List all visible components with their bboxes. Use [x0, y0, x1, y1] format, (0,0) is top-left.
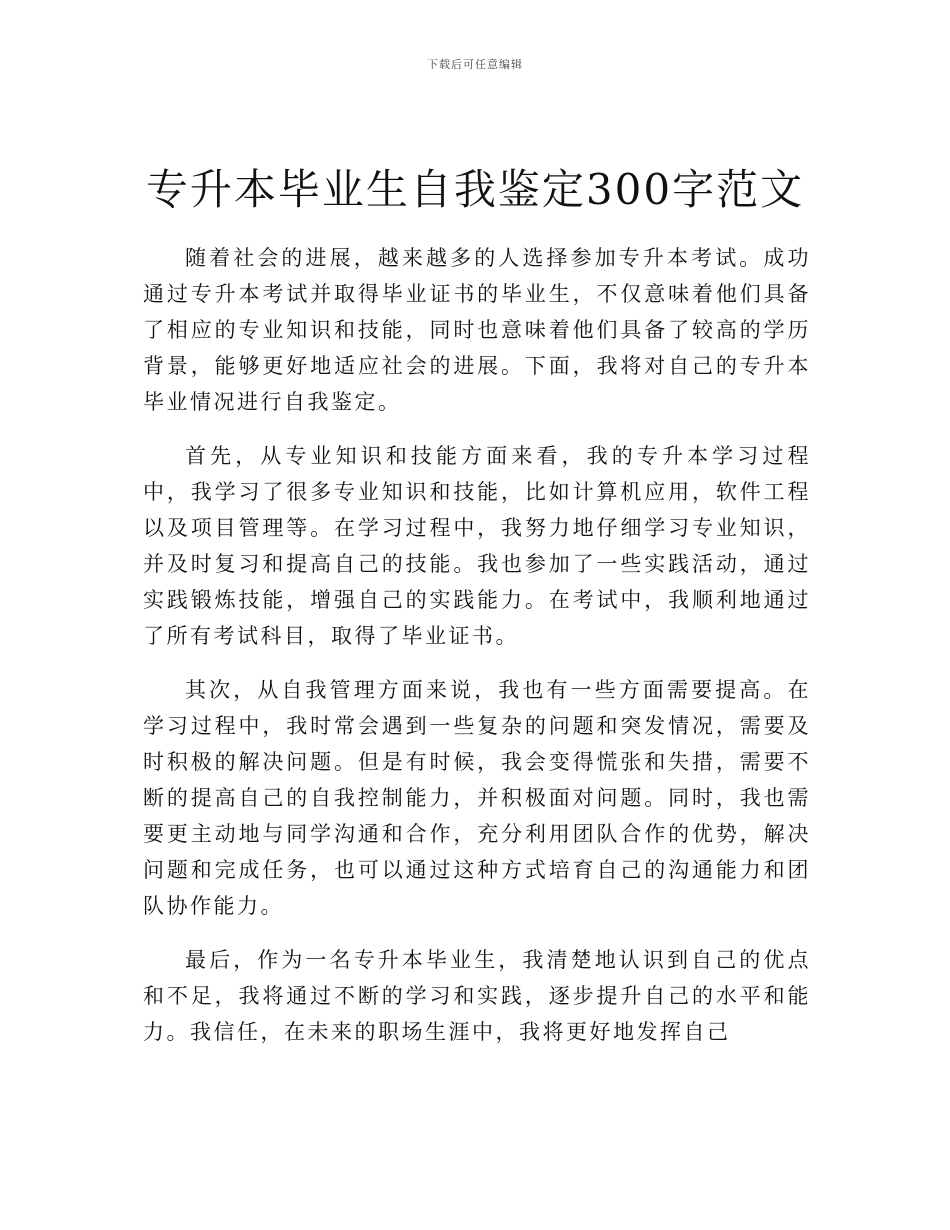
paragraph-self-management: 其次，从自我管理方面来说，我也有一些方面需要提高。在学习过程中，我时常会遇到一些复杂的问题和突发情况，需要及时积极的解决问题。但是有时候，我会变得慌张和失措，需要不断的提高自己的自我控制能力，并积极面对问题。同时，我也需要更主动地与同学沟通和合作，充分利用团队合作的优势，解决问题和完成任务，也可以通过这种方式培育自己的沟通能力和团队协作能力。 — [143, 678, 811, 918]
document-title: 专升本毕业生自我鉴定300字范文 — [145, 165, 805, 214]
paragraph-conclusion: 最后，作为一名专升本毕业生，我清楚地认识到自己的优点和不足，我将通过不断的学习和实践，逐步提升自己的水平和能力。我信任，在未来的职场生涯中，我将更好地发挥自己 — [143, 948, 811, 1044]
page-header-note: 下载后可任意编辑 — [427, 58, 523, 71]
paragraph-professional-skills: 首先，从专业知识和技能方面来看，我的专升本学习过程中，我学习了很多专业知识和技能，比如计算机应用，软件工程以及项目管理等。在学习过程中，我努力地仔细学习专业知识，并及时复习和提高自己的技能。我也参加了一些实践活动，通过实践锻炼技能，增强自己的实践能力。在考试中，我顺利地通过了所有考试科目，取得了毕业证书。 — [143, 444, 811, 648]
paragraph-intro: 随着社会的进展，越来越多的人选择参加专升本考试。成功通过专升本考试并取得毕业证书的毕业生，不仅意味着他们具备了相应的专业知识和技能，同时也意味着他们具备了较高的学历背景，能够更好地适应社会的进展。下面，我将对自己的专升本毕业情况进行自我鉴定。 — [143, 246, 811, 414]
document-body — [143, 240, 811, 1068]
